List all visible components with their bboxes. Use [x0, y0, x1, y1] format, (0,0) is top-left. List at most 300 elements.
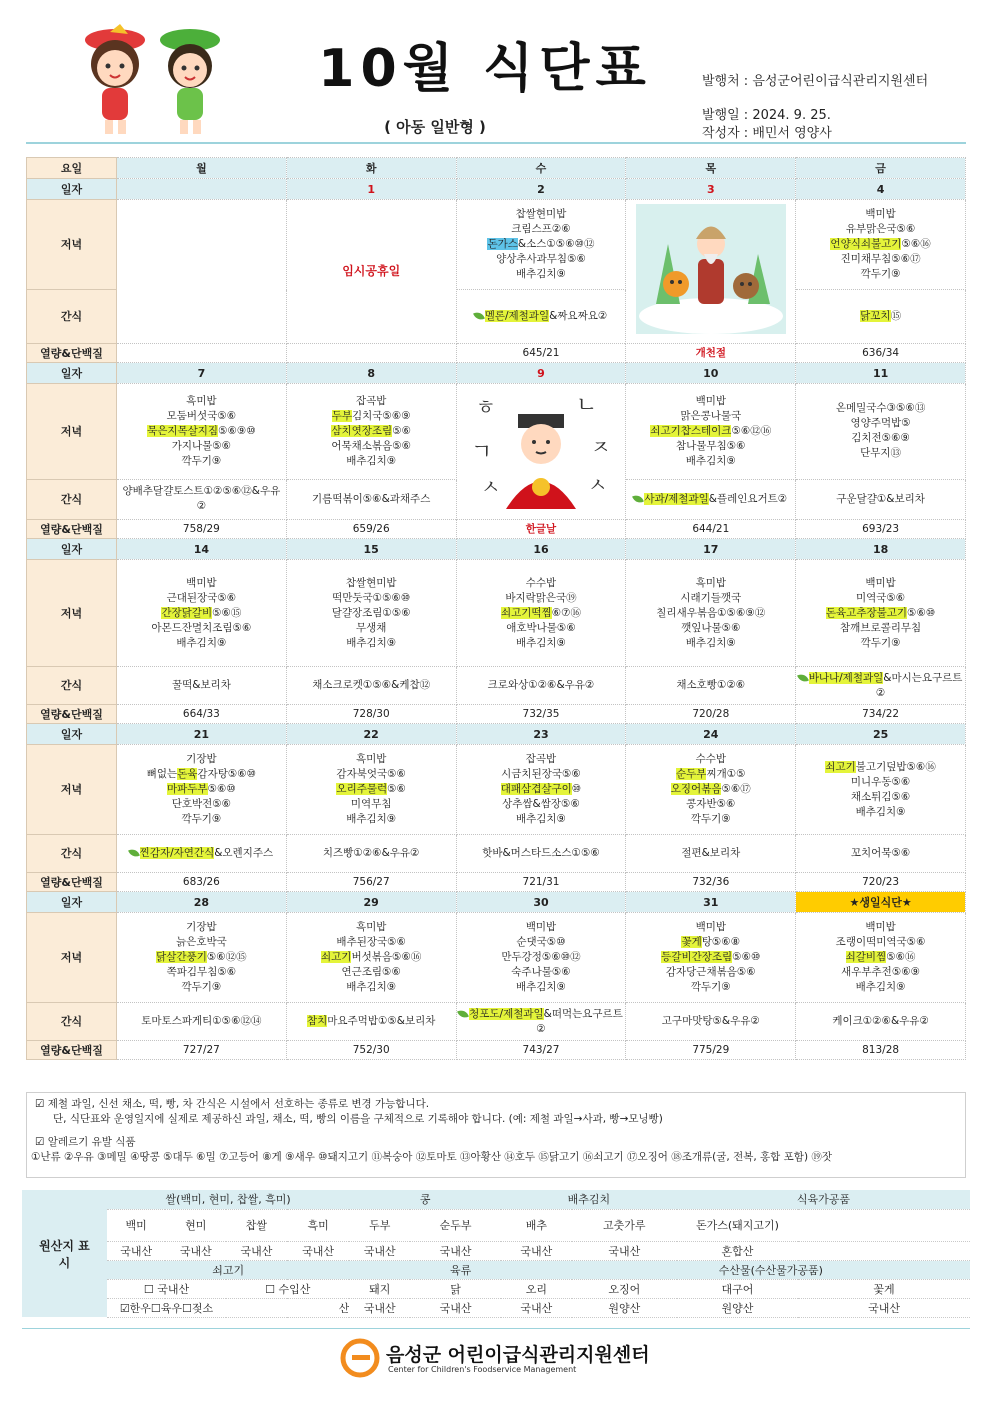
dish-item: 조랭이떡미역국⑤⑥ [835, 936, 926, 948]
date-cell: 18 [796, 539, 966, 560]
dinner-cell [286, 745, 456, 835]
allergen-list: ①난류 ②우유 ③메밀 ④땅콩 ⑤대두 ⑥밀 ⑦고등어 ⑧게 ⑨새우 ⑩돼지고기 ⑪복숭아 ⑫토마토 ⑬아황산 ⑭호두 ⑮닭고기 ⑯쇠고기 ⑰오징어 ⑱조개류(굴, 전복, 홍합 포함) ⑲잣 [31, 1151, 833, 1163]
dish-item: 백미밥 [695, 921, 726, 933]
origin-value: 국내산 [349, 1298, 410, 1317]
dish-item: 배추김치⑨ [346, 454, 397, 467]
total-cell: 644/21 [626, 520, 796, 539]
total-cell: 659/26 [286, 520, 456, 539]
highlight-fruit: 찐감자/자연간식 [139, 847, 215, 859]
dish-item: 배추김치⑨ [685, 636, 736, 649]
dish-item: 깍두기⑨ [690, 813, 731, 825]
dish-item: 어묵채소볶음⑤⑥ [331, 439, 412, 452]
dish-item: 깍두기⑨ [181, 813, 222, 825]
dish-item: 백미밥 [525, 921, 557, 933]
origin-value: 산 [226, 1298, 349, 1317]
page-title: 10월 식단표 [318, 39, 652, 99]
dish-item: 영양주먹밥⑤ [850, 417, 911, 430]
date-row [27, 892, 966, 913]
dish-item: 깻잎나물⑤⑥ [681, 621, 741, 634]
snack-label: 간식 [27, 479, 117, 519]
dish-item: 흑미밥 [186, 394, 217, 407]
origin-item: 찹쌀 [226, 1209, 287, 1241]
dish-item: 꽃게탕⑤⑥⑧ [681, 936, 741, 948]
dish-item: 떡만둣국①⑤⑥⑩ [332, 591, 411, 604]
snack-row [27, 667, 966, 705]
snack-cell: 사과/제철과일&플레인요거트② [626, 479, 796, 519]
weekday-header: 수 [456, 158, 626, 179]
origin-value: 국내산 [226, 1241, 287, 1260]
dinner-label: 저녁 [27, 560, 117, 667]
dish-item: 애호박나물⑤⑥ [506, 621, 576, 634]
total-label: 열량&단백질 [27, 1041, 117, 1060]
snack-cell: 토마토스파게티①⑤⑥⑫⑭ [117, 1003, 287, 1041]
total-row [27, 1041, 966, 1060]
highlight-main-dish: 쇠고기찹스테이크 [650, 424, 732, 437]
dish-item: 칠리새우볶음①⑤⑥⑨⑫ [656, 606, 766, 619]
origin-item: 두부 [349, 1209, 410, 1241]
dish-item: 배추김치⑨ [346, 981, 397, 993]
dinner-row [27, 913, 966, 1003]
snack-cell: 청포도/제철과일&떠먹는요구르트② [456, 1003, 626, 1041]
total-cell: 645/21 [456, 344, 626, 363]
dinner-cell [456, 200, 626, 290]
total-cell: 728/30 [286, 705, 456, 724]
author: 작성자 : 배민서 영양사 [702, 126, 832, 141]
date-cell: 29 [286, 892, 456, 913]
snack-cell: 참치마요주먹밥①⑤&보리차 [286, 1003, 456, 1041]
dish-item: 순두부찌개①⑤ [676, 768, 746, 780]
weekday-header: 화 [286, 158, 456, 179]
date-cell: 4 [796, 179, 966, 200]
dish-item: 단호박전⑤⑥ [171, 798, 232, 810]
highlight-main-dish: 묵은지목살지짐 [147, 424, 219, 437]
dinner-cell [626, 745, 796, 835]
menu-table [26, 157, 966, 1060]
dinner-cell [626, 913, 796, 1003]
dish-item: 온메밀국수③⑤⑥⑬ [835, 402, 926, 415]
origin-value: 원양산 [677, 1298, 798, 1317]
highlight-fruit: 사과/제철과일 [644, 492, 709, 505]
notes-box [26, 1092, 966, 1178]
date-label: 일자 [27, 539, 117, 560]
highlight-main-dish: 닭살간풍기 [156, 951, 207, 963]
dinner-cell [117, 913, 287, 1003]
highlight-snack: 닭꼬치 [860, 310, 891, 322]
highlight-fruit: 청포도/제철과일 [469, 1007, 544, 1020]
processed-group: 식육가공품 [677, 1190, 970, 1209]
origin-item: 오리 [501, 1279, 572, 1298]
origin-table [22, 1190, 970, 1318]
dish-item: 배추김치⑨ [515, 981, 566, 993]
center-logo-icon [340, 1338, 380, 1378]
date-cell: 7 [117, 363, 287, 384]
dish-item: 크림스프②⑥ [511, 223, 571, 235]
dinner-cell [626, 560, 796, 667]
footer-logo [340, 1338, 670, 1378]
date-label: 일자 [27, 363, 117, 384]
total-cell: 732/35 [456, 705, 626, 724]
dish-item: 감자북엇국⑤⑥ [336, 768, 406, 780]
date-label: 일자 [27, 892, 117, 913]
total-cell: 721/31 [456, 873, 626, 892]
highlight-main-dish: 쇠고기 [825, 760, 856, 773]
dish-item: 등갈비간장조림⑤⑥⑩ [661, 951, 761, 963]
dish-item: 진미채무침⑤⑥⑰ [840, 253, 921, 265]
dish-item: 깍두기⑨ [860, 268, 901, 280]
origin-value: 국내산 [410, 1241, 501, 1260]
snack-row [27, 835, 966, 873]
total-cell: 693/23 [796, 520, 966, 539]
date-cell: 15 [286, 539, 456, 560]
origin-item: 고춧가루 [572, 1209, 677, 1241]
dish-item: 수수밥 [525, 576, 557, 589]
dish-item: 언양식쇠불고기⑤⑥⑯ [830, 238, 931, 250]
total-label: 열량&단백질 [27, 520, 117, 539]
dish-item: 새우부추전⑤⑥⑨ [841, 966, 921, 978]
highlight-fruit: 바나나/제철과일 [808, 671, 884, 684]
origin-item: 대구어 [677, 1279, 798, 1298]
origin-value: 원양산 [572, 1298, 677, 1317]
dish-item: 백미밥 [695, 394, 726, 407]
total-label: 열량&단백질 [27, 705, 117, 724]
date-cell: 23 [456, 724, 626, 745]
origin-value: 혼합산 [677, 1241, 798, 1260]
date-cell: 3 [626, 179, 796, 200]
date-row [27, 179, 966, 200]
dinner-cell [796, 384, 966, 480]
snack-cell: 바나나/제철과일&마시는요구르트② [796, 667, 966, 705]
dish-item: 두부김치국⑤⑥⑨ [331, 409, 411, 422]
date-cell [117, 179, 287, 200]
dish-item: 쇠갈비찜⑤⑥⑯ [845, 951, 916, 963]
dish-item: 닭살간풍기⑤⑥⑫⑮ [156, 951, 247, 963]
date-cell: 1 [286, 179, 456, 200]
seafood-group: 수산물(수산물가공품) [572, 1260, 970, 1279]
svg-text:ㅈ: ㅈ [590, 435, 611, 459]
dish-item: 맑은콩나물국 [680, 409, 742, 422]
dinner-label: 저녁 [27, 384, 117, 480]
dinner-cell [286, 560, 456, 667]
dish-item: 배추된장국⑤⑥ [336, 936, 406, 948]
dish-item: 흑미밥 [695, 576, 726, 589]
date-cell: 11 [796, 363, 966, 384]
mascot-kids-illustration [70, 22, 240, 142]
total-row [27, 705, 966, 724]
dish-item: 만두강정⑤⑥⑩⑫ [501, 951, 581, 963]
publisher: 발행처 : 음성군어린이급식관리지원센터 [702, 74, 929, 89]
dish-item: 흑미밥 [355, 753, 387, 765]
dinner-row [27, 560, 966, 667]
highlight-main-dish: 돈육고추장불고기 [825, 606, 908, 619]
origin-value: 국내산 [349, 1241, 410, 1260]
dish-item: 잡곡밥 [525, 753, 557, 765]
header [0, 0, 992, 150]
date-cell: 8 [286, 363, 456, 384]
date-cell: 28 [117, 892, 287, 913]
kimchi-group: 배추김치 [501, 1190, 677, 1209]
dish-item: 숙주나물⑤⑥ [511, 966, 571, 978]
weekday-header: 금 [796, 158, 966, 179]
dinner-cell [286, 913, 456, 1003]
dish-item: 기장밥 [186, 753, 217, 765]
snack-cell: 치즈빵①②⑥&우유② [286, 835, 456, 873]
highlight-main-dish: 오징어볶음 [670, 783, 722, 795]
origin-item: 꽃게 [798, 1279, 970, 1298]
leaf-icon [457, 1007, 469, 1020]
dish-item: 백미밥 [865, 576, 896, 589]
dish-item: 깍두기⑨ [860, 636, 901, 649]
page-subtitle: ( 아동 일반형 ) [384, 118, 486, 136]
center-english-name: Center for Children's Foodservice Management [388, 1365, 577, 1374]
dish-item: 기장밥 [186, 921, 217, 933]
snack-cell: 핫바&머스타드소스①⑤⑥ [456, 835, 626, 873]
total-label: 열량&단백질 [27, 873, 117, 892]
snack-label: 간식 [27, 1003, 117, 1041]
svg-text:ㄱ: ㄱ [470, 440, 493, 465]
origin-value [798, 1241, 970, 1260]
dish-item: 참깨브로콜리무침 [840, 621, 922, 634]
origin-item: 배추 [501, 1209, 572, 1241]
total-cell: 743/27 [456, 1041, 626, 1060]
highlight-main-dish: 언양식쇠불고기 [830, 238, 902, 250]
total-cell: 756/27 [286, 873, 456, 892]
dish-item: 순댓국⑤⑩ [516, 936, 566, 948]
beef-group: 쇠고기 [107, 1260, 350, 1279]
snack-row [27, 1003, 966, 1041]
dish-item: 참나물무침⑤⑥ [676, 439, 746, 452]
note-line-3: ☑ 알레르기 유발 식품 [35, 1136, 136, 1148]
center-name: 음성군 어린이급식관리지원센터 [386, 1344, 650, 1366]
snack-cell: 멜론/제철과일&짜요짜요② [456, 290, 626, 344]
dinner-cell [286, 384, 456, 480]
date-cell: 2 [456, 179, 626, 200]
dinner-label: 저녁 [27, 200, 117, 290]
total-cell: 664/33 [117, 705, 287, 724]
date-cell: 31 [626, 892, 796, 913]
dinner-cell [796, 560, 966, 667]
dish-item: 쇠고기버섯볶음⑤⑥⑯ [321, 951, 422, 963]
highlight-main-dish: 쇠고기떡찜 [500, 606, 552, 619]
date-cell: 24 [626, 724, 796, 745]
publish-date: 발행일 : 2024. 9. 25. [702, 108, 831, 123]
snack-cell: 꼬치어묵⑤⑥ [796, 835, 966, 873]
snack-label: 간식 [27, 835, 117, 873]
dish-item: 오징어볶음⑤⑥⑰ [670, 783, 751, 795]
dinner-cell [626, 384, 796, 480]
dish-item: 수수밥 [695, 753, 726, 765]
snack-cell: 채소크로켓①⑤⑥&케찹⑫ [286, 667, 456, 705]
total-cell: 734/22 [796, 705, 966, 724]
dish-item: 쇠고기떡찜⑥⑦⑯ [500, 606, 582, 619]
origin-value: 국내산 [410, 1298, 501, 1317]
dish-item: 감자당근채볶음⑤⑥ [665, 966, 756, 978]
dish-item: 콩자반⑤⑥ [686, 798, 736, 810]
dish-item: 연근조림⑤⑥ [341, 966, 401, 978]
total-cell: 758/29 [117, 520, 287, 539]
date-row [27, 724, 966, 745]
leaf-icon [128, 847, 140, 860]
total-cell: 727/27 [117, 1041, 287, 1060]
date-cell: 14 [117, 539, 287, 560]
total-cell: 720/23 [796, 873, 966, 892]
svg-text:ㅅ: ㅅ [587, 473, 608, 497]
dish-item: 깍두기⑨ [690, 981, 731, 993]
dish-item: 깍두기⑨ [181, 454, 222, 467]
date-cell: 9 [456, 363, 626, 384]
holiday-cell: 임시공휴일 [286, 200, 456, 344]
date-cell: ★생일식단★ [796, 892, 966, 913]
total-cell: 개천절 [626, 344, 796, 363]
dish-item: 백미밥 [865, 921, 896, 933]
dish-item: 오리주물럭⑤⑥ [336, 783, 406, 795]
highlight-main-dish: 꽃게 [681, 936, 702, 948]
dish-item: 배추김치⑨ [176, 636, 227, 649]
snack-cell: 양배추달걀토스트①②⑤⑥⑫&우유② [117, 479, 287, 519]
origin-item: 돼지 [349, 1279, 410, 1298]
total-cell: 720/28 [626, 705, 796, 724]
date-row [27, 363, 966, 384]
weekday-label: 요일 [27, 158, 117, 179]
grain-group: 쌀(백미, 현미, 찹쌀, 흑미) [107, 1190, 350, 1209]
footer-divider [22, 1328, 970, 1329]
total-cell: 732/36 [626, 873, 796, 892]
origin-value: 국내산 [107, 1241, 166, 1260]
highlight-main-dish: 쇠고기 [321, 951, 352, 963]
header-divider [26, 142, 966, 144]
highlight-main-dish: 돈가스 [487, 238, 518, 250]
total-cell: 775/29 [626, 1041, 796, 1060]
dish-item: 배추김치⑨ [515, 268, 566, 280]
dinner-cell [456, 745, 626, 835]
dinner-cell [117, 384, 287, 480]
dish-item: 배추김치⑨ [346, 636, 397, 649]
highlight-main-dish: 등갈비간장조림 [661, 951, 733, 963]
highlight-main-dish: 삼치엿장조림 [331, 424, 393, 437]
dish-item: 찹쌀현미밥 [515, 208, 567, 220]
dish-item: 미니우동⑤⑥ [850, 775, 911, 788]
dish-item: 미역국⑤⑥ [855, 591, 906, 604]
origin-value: 국내산 [798, 1298, 970, 1317]
origin-value: ☑한우☐육우☐젖소 [107, 1298, 226, 1317]
svg-text:ㅎ: ㅎ [475, 395, 496, 419]
dinner-cell [796, 200, 966, 290]
svg-text:ㅅ: ㅅ [480, 475, 501, 499]
dish-item: 바지락맑은국⑲ [505, 591, 577, 604]
dinner-cell [456, 913, 626, 1003]
snack-cell: 닭꼬치⑮ [796, 290, 966, 344]
note-line-1: ☑ 제철 과일, 신선 채소, 떡, 빵, 차 간식은 시설에서 선호하는 종류로 변경 가능합니다. [35, 1098, 430, 1110]
weekday-row [27, 158, 966, 179]
dish-item: 쇠고기찹스테이크⑤⑥⑫⑯ [650, 424, 772, 437]
dish-item: 백미밥 [865, 208, 896, 220]
dish-item: 배추김치⑨ [515, 813, 566, 825]
origin-item [798, 1209, 970, 1241]
dish-item: 배추김치⑨ [855, 981, 906, 993]
dangun-illustration-icon [636, 204, 786, 334]
snack-cell: 꿀떡&보리차 [117, 667, 287, 705]
dinner-row [27, 200, 966, 290]
dish-item: 찹쌀현미밥 [345, 576, 397, 589]
total-cell: 636/34 [796, 344, 966, 363]
dish-item: 근대된장국⑤⑥ [166, 591, 237, 604]
dish-item: 가지나물⑤⑥ [171, 439, 232, 452]
origin-item: 닭 [410, 1279, 501, 1298]
snack-label: 간식 [27, 667, 117, 705]
origin-label: 원산지 표시 [22, 1190, 107, 1317]
origin-value: 국내산 [287, 1241, 350, 1260]
dish-item: 간장닭갈비⑤⑥⑮ [161, 606, 242, 619]
dish-item: 삼치엿장조림⑤⑥ [331, 424, 412, 437]
date-label: 일자 [27, 179, 117, 200]
dinner-row [27, 384, 966, 480]
dinner-cell [117, 745, 287, 835]
sejong-cell [456, 384, 626, 520]
dish-item: 유부맑은국⑤⑥ [845, 223, 916, 235]
origin-item: 백미 [107, 1209, 166, 1241]
weekday-header: 월 [117, 158, 287, 179]
total-label: 열량&단백질 [27, 344, 117, 363]
highlight-main-dish: 두부 [331, 409, 352, 422]
meat-group: 육류 [349, 1260, 571, 1279]
dish-item: 뼈없는돈육감자탕⑤⑥⑩ [146, 768, 257, 780]
total-cell: 한글날 [456, 520, 626, 539]
snack-cell: 채소호빵①②⑥ [626, 667, 796, 705]
dish-item: 미역무침 [350, 798, 392, 810]
date-cell: 17 [626, 539, 796, 560]
dinner-cell [796, 745, 966, 835]
total-cell: 683/26 [117, 873, 287, 892]
leaf-icon [797, 671, 809, 684]
note-line-2: 단, 식단표와 운영일지에 실제로 제공하신 과일, 채소, 떡, 빵의 이름을 구체적으로 기록해야 합니다. (예: 제철 과일→사과, 빵→모닝빵) [53, 1113, 663, 1125]
dinner-cell [796, 913, 966, 1003]
origin-item: 흑미 [287, 1209, 350, 1241]
dish-item: 흑미밥 [355, 921, 387, 933]
date-cell: 30 [456, 892, 626, 913]
dish-item: 쇠고기불고기덮밥⑤⑥⑯ [825, 760, 936, 773]
snack-cell: 찐감자/자연간식&오렌지주스 [117, 835, 287, 873]
highlight-fruit: 멜론/제철과일 [484, 310, 550, 322]
highlight-main-dish: 순두부 [676, 768, 707, 780]
highlight-main-dish: 마파두부 [166, 783, 208, 795]
total-row [27, 344, 966, 363]
total-cell: 752/30 [286, 1041, 456, 1060]
sejong-illustration-icon [466, 384, 616, 514]
origin-value: 국내산 [501, 1241, 572, 1260]
origin-item: 돈가스(돼지고기) [677, 1209, 798, 1241]
dish-item: 달걀장조림①⑤⑥ [331, 606, 411, 619]
date-cell: 25 [796, 724, 966, 745]
dish-item: 모둠버섯국⑤⑥ [166, 409, 237, 422]
date-cell: 10 [626, 363, 796, 384]
dish-item: 돈가스&소스①⑤⑥⑩⑫ [487, 238, 595, 250]
dish-item: 늙은호박국 [176, 936, 227, 948]
origin-item: ☐ 국내산 [107, 1279, 226, 1298]
date-cell: 22 [286, 724, 456, 745]
leaf-icon [632, 492, 644, 505]
snack-cell: 절편&보리차 [626, 835, 796, 873]
origin-value: 국내산 [501, 1298, 572, 1317]
dish-item: 배추김치⑨ [855, 805, 906, 818]
snack-cell: 기름떡볶이⑤⑥&과채주스 [286, 479, 456, 519]
dish-item: 시금치된장국⑤⑥ [501, 768, 581, 780]
dish-item: 상추쌈&쌈장⑤⑥ [502, 798, 580, 810]
date-label: 일자 [27, 724, 117, 745]
dish-item: 단무지⑬ [860, 447, 902, 460]
snack-cell: 구운달걀①&보리차 [796, 479, 966, 519]
dinner-cell [456, 560, 626, 667]
origin-value: 국내산 [572, 1241, 677, 1260]
origin-item: 현미 [165, 1209, 226, 1241]
